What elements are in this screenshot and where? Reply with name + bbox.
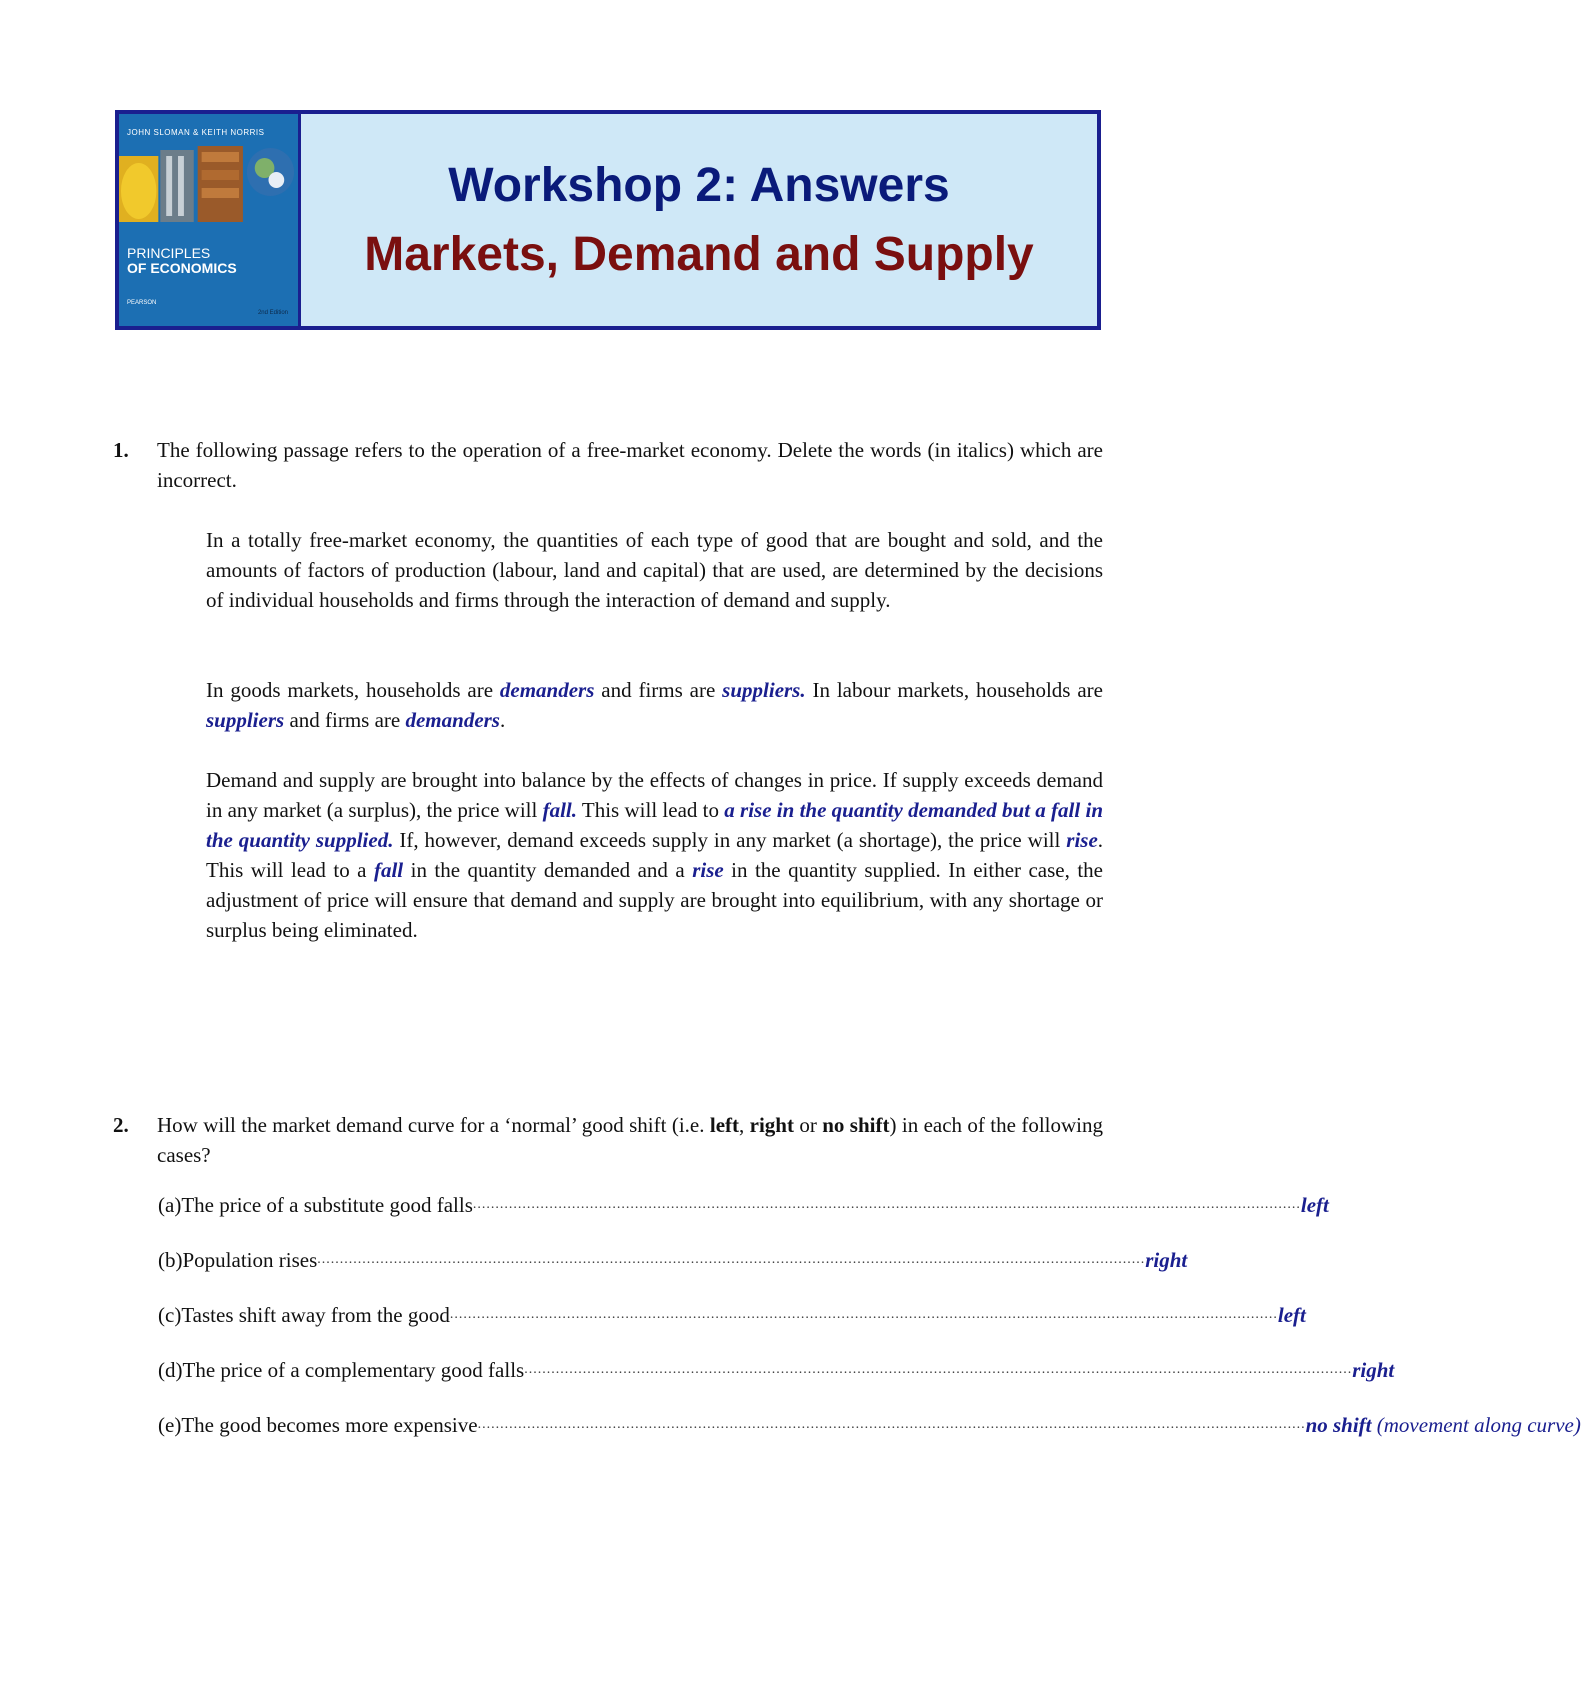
case-letter: (d) xyxy=(158,1358,183,1382)
banner-text xyxy=(301,114,1097,326)
cover-edition: 2nd Edition xyxy=(257,310,288,316)
question-prompt xyxy=(157,1110,1103,1170)
answer: demanders xyxy=(499,678,595,702)
text: In labour markets, households are xyxy=(805,678,1103,702)
answer: fall. xyxy=(542,798,578,822)
answer: rise xyxy=(692,858,724,882)
text: ) in each of the following cases? xyxy=(157,1113,1103,1167)
page-subtitle: Markets, Demand and Supply xyxy=(364,228,1034,281)
page-title: Workshop 2: Answers xyxy=(448,159,950,212)
case-answer: right xyxy=(1352,1358,1395,1382)
question-1 xyxy=(113,435,1103,495)
case-b xyxy=(158,1245,1188,1275)
case-e xyxy=(158,1410,1581,1440)
text: , xyxy=(739,1113,750,1137)
case-text: Tastes shift away from the good xyxy=(181,1303,450,1327)
dot-leader: ........................................................................................................................................................................................ xyxy=(524,1362,1353,1377)
passage-paragraph-2 xyxy=(206,675,1103,735)
case-letter: (c) xyxy=(158,1303,182,1327)
bold-term: no shift xyxy=(822,1113,890,1137)
answer-note: (movement along curve) xyxy=(1371,1413,1581,1437)
cover-authors: JOHN SLOMAN & KEITH NORRIS xyxy=(127,128,265,137)
case-answer: left xyxy=(1277,1303,1306,1327)
cover-title-line1: PRINCIPLES xyxy=(127,245,211,261)
bold-term: left xyxy=(709,1113,740,1137)
case-text: The price of a complementary good falls xyxy=(182,1358,525,1382)
passage-paragraph-1: In a totally free-market economy, the quantities of each type of good that are bought and sold, and the amounts of factors of production (labour, land and capital) that are used, are determined by the decisions of individual households and firms through the interaction of demand and supply. xyxy=(206,528,1103,612)
book-cover xyxy=(119,114,301,326)
dot-leader: ........................................................................................................................................................................................ xyxy=(477,1417,1306,1432)
text: in the quantity supplied. In either case, the adjustment of price will ensure that demand and supply are brought into equilibrium, with any shortage or surplus being eliminated. xyxy=(206,858,1103,942)
answer: fall xyxy=(373,858,404,882)
text: How will the market demand curve for a ‘normal’ good shift (i.e. xyxy=(157,1113,710,1137)
answer: a rise in the quantity demanded but a fall in the quantity supplied. xyxy=(206,798,1103,852)
question-number: 1. xyxy=(113,438,129,462)
dot-leader: ........................................................................................................................................................................................ xyxy=(449,1307,1278,1322)
question-2 xyxy=(113,1110,1103,1170)
case-letter: (e) xyxy=(158,1413,182,1437)
cover-publisher: PEARSON xyxy=(127,300,157,306)
text: Demand and supply are brought into balance by the effects of changes in price. If supply exceeds demand in any market (a surplus), the price will xyxy=(206,768,1103,822)
case-answer xyxy=(1306,1410,1581,1440)
answer: demanders xyxy=(405,708,500,732)
dot-leader: ........................................................................................................................................................................................ xyxy=(317,1252,1146,1267)
text: and firms are xyxy=(594,678,723,702)
text: or xyxy=(793,1113,823,1137)
cover-photos-image xyxy=(119,146,298,222)
text: in the quantity demanded and a xyxy=(403,858,693,882)
case-letter: (b) xyxy=(158,1248,183,1272)
answer: suppliers. xyxy=(722,678,806,702)
answer: no shift xyxy=(1305,1413,1372,1437)
text: If, however, demand exceeds supply in any market (a shortage), the price will xyxy=(393,828,1067,852)
dot-leader: ........................................................................................................................................................................................ xyxy=(472,1197,1301,1212)
case-text: The price of a substitute good falls xyxy=(181,1193,473,1217)
case-c xyxy=(158,1300,1306,1330)
text: In goods markets, households are xyxy=(206,678,500,702)
case-answer: left xyxy=(1300,1193,1329,1217)
text: . This will lead to a xyxy=(206,828,1104,882)
case-text: The good becomes more expensive xyxy=(181,1413,478,1437)
text: . xyxy=(499,708,506,732)
passage-paragraph-3 xyxy=(206,765,1103,945)
case-a xyxy=(158,1190,1329,1220)
text: and firms are xyxy=(284,708,406,732)
case-d xyxy=(158,1355,1395,1385)
case-text: Population rises xyxy=(182,1248,318,1272)
question-number: 2. xyxy=(113,1113,129,1137)
answer: suppliers xyxy=(206,708,285,732)
bold-term: right xyxy=(749,1113,794,1137)
case-letter: (a) xyxy=(158,1193,182,1217)
case-answer: right xyxy=(1145,1248,1188,1272)
text: This will lead to xyxy=(577,798,725,822)
cover-title xyxy=(127,246,237,276)
header-banner xyxy=(115,110,1101,330)
cover-title-line2: OF ECONOMICS xyxy=(127,260,237,276)
question-prompt: The following passage refers to the operation of a free-market economy. Delete the words (in italics) which are incorrect. xyxy=(157,438,1103,492)
answer: rise xyxy=(1066,828,1098,852)
